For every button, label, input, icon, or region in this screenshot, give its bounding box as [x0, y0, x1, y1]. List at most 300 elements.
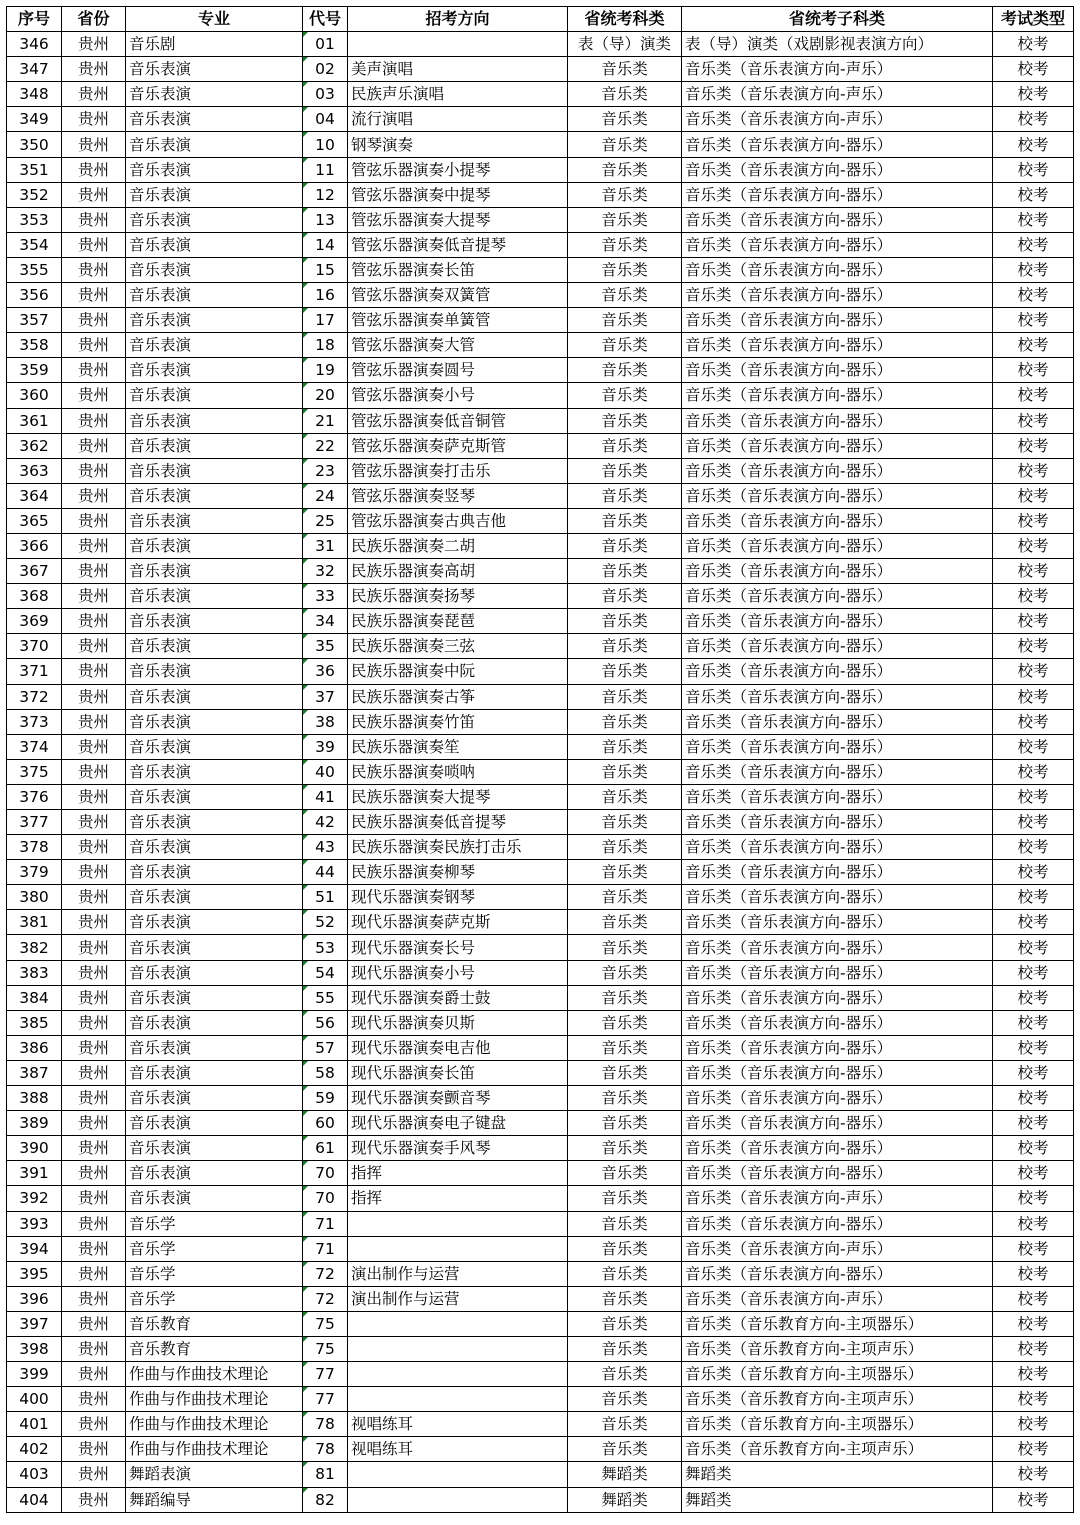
exam-category-cell: 音乐类: [568, 1311, 682, 1336]
province-cell: 贵州: [62, 985, 126, 1010]
exam-subcategory-cell: 音乐类（音乐表演方向-器乐）: [682, 784, 993, 809]
direction-cell: 管弦乐器演奏长笛: [348, 257, 568, 282]
direction-cell: 管弦乐器演奏古典吉他: [348, 508, 568, 533]
exam-subcategory-cell: 音乐类（音乐表演方向-器乐）: [682, 1261, 993, 1286]
exam-category-cell: 音乐类: [568, 358, 682, 383]
table-row: [7, 1086, 1074, 1111]
seq-cell: 391: [7, 1161, 62, 1186]
direction-cell: 管弦乐器演奏打击乐: [348, 458, 568, 483]
province-cell: 贵州: [62, 1462, 126, 1487]
seq-cell: 369: [7, 609, 62, 634]
code-cell: 38: [303, 709, 348, 734]
code-cell: 70: [303, 1186, 348, 1211]
code-cell: 19: [303, 358, 348, 383]
code-cell: 33: [303, 584, 348, 609]
table-row: [7, 759, 1074, 784]
major-cell: 音乐表演: [126, 910, 303, 935]
table-row: [7, 1111, 1074, 1136]
exam-type-cell: 校考: [993, 1311, 1074, 1336]
direction-cell: 指挥: [348, 1161, 568, 1186]
exam-subcategory-cell: 音乐类（音乐教育方向-主项器乐）: [682, 1311, 993, 1336]
exam-category-cell: 音乐类: [568, 257, 682, 282]
major-cell: 音乐表演: [126, 1035, 303, 1060]
exam-type-cell: 校考: [993, 57, 1074, 82]
province-cell: 贵州: [62, 283, 126, 308]
seq-cell: 394: [7, 1236, 62, 1261]
table-row: [7, 1336, 1074, 1361]
major-cell: 音乐表演: [126, 257, 303, 282]
seq-cell: 351: [7, 157, 62, 182]
seq-cell: 403: [7, 1462, 62, 1487]
code-cell: 55: [303, 985, 348, 1010]
exam-subcategory-cell: 音乐类（音乐表演方向-器乐）: [682, 408, 993, 433]
exam-category-cell: 舞蹈类: [568, 1487, 682, 1512]
direction-cell: [348, 1336, 568, 1361]
exam-category-cell: 音乐类: [568, 584, 682, 609]
major-cell: 音乐表演: [126, 107, 303, 132]
direction-cell: 现代乐器演奏颤音琴: [348, 1086, 568, 1111]
exam-category-cell: 音乐类: [568, 1387, 682, 1412]
exam-type-cell: 校考: [993, 759, 1074, 784]
exam-subcategory-cell: 音乐类（音乐表演方向-声乐）: [682, 1186, 993, 1211]
major-cell: 作曲与作曲技术理论: [126, 1362, 303, 1387]
direction-cell: 民族乐器演奏低音提琴: [348, 810, 568, 835]
exam-type-cell: 校考: [993, 684, 1074, 709]
exam-type-cell: 校考: [993, 1487, 1074, 1512]
code-cell: 02: [303, 57, 348, 82]
seq-cell: 360: [7, 383, 62, 408]
exam-category-cell: 音乐类: [568, 132, 682, 157]
code-cell: 22: [303, 433, 348, 458]
major-cell: 音乐表演: [126, 232, 303, 257]
exam-category-cell: 音乐类: [568, 960, 682, 985]
exam-subcategory-cell: 舞蹈类: [682, 1487, 993, 1512]
province-cell: 贵州: [62, 559, 126, 584]
major-cell: 音乐表演: [126, 333, 303, 358]
seq-cell: 400: [7, 1387, 62, 1412]
code-cell: 31: [303, 533, 348, 558]
code-cell: 01: [303, 32, 348, 57]
major-cell: 音乐表演: [126, 860, 303, 885]
seq-cell: 374: [7, 734, 62, 759]
exam-subcategory-cell: 音乐类（音乐表演方向-器乐）: [682, 860, 993, 885]
table-row: [7, 1412, 1074, 1437]
exam-category-cell: 音乐类: [568, 1136, 682, 1161]
exam-category-cell: 音乐类: [568, 910, 682, 935]
province-cell: 贵州: [62, 1437, 126, 1462]
major-cell: 音乐表演: [126, 82, 303, 107]
province-cell: 贵州: [62, 257, 126, 282]
exam-category-cell: 音乐类: [568, 533, 682, 558]
exam-type-cell: 校考: [993, 1035, 1074, 1060]
seq-cell: 356: [7, 283, 62, 308]
header-code: 代号: [303, 7, 348, 32]
exam-subcategory-cell: 音乐类（音乐表演方向-器乐）: [682, 483, 993, 508]
direction-cell: 现代乐器演奏萨克斯: [348, 910, 568, 935]
major-cell: 音乐表演: [126, 709, 303, 734]
direction-cell: 民族乐器演奏扬琴: [348, 584, 568, 609]
major-cell: 音乐表演: [126, 659, 303, 684]
table-row: [7, 283, 1074, 308]
table-row: [7, 1010, 1074, 1035]
exam-category-cell: 音乐类: [568, 935, 682, 960]
exam-category-cell: 音乐类: [568, 860, 682, 885]
direction-cell: [348, 1462, 568, 1487]
province-cell: 贵州: [62, 182, 126, 207]
table-row: [7, 584, 1074, 609]
table-row: [7, 659, 1074, 684]
direction-cell: 演出制作与运营: [348, 1286, 568, 1311]
code-cell: 51: [303, 885, 348, 910]
exam-category-cell: 音乐类: [568, 684, 682, 709]
code-cell: 17: [303, 308, 348, 333]
seq-cell: 384: [7, 985, 62, 1010]
exam-subcategory-cell: 音乐类（音乐表演方向-器乐）: [682, 935, 993, 960]
code-cell: 11: [303, 157, 348, 182]
major-cell: 音乐表演: [126, 1111, 303, 1136]
table-row: [7, 57, 1074, 82]
province-cell: 贵州: [62, 107, 126, 132]
code-cell: 34: [303, 609, 348, 634]
code-cell: 75: [303, 1336, 348, 1361]
exam-category-cell: 音乐类: [568, 333, 682, 358]
code-cell: 78: [303, 1437, 348, 1462]
province-cell: 贵州: [62, 1236, 126, 1261]
table-row: [7, 1035, 1074, 1060]
code-cell: 39: [303, 734, 348, 759]
major-cell: 音乐表演: [126, 559, 303, 584]
province-cell: 贵州: [62, 684, 126, 709]
direction-cell: 现代乐器演奏爵士鼓: [348, 985, 568, 1010]
major-cell: 音乐表演: [126, 609, 303, 634]
code-cell: 32: [303, 559, 348, 584]
major-cell: 音乐表演: [126, 960, 303, 985]
major-cell: 音乐表演: [126, 358, 303, 383]
exam-subcategory-cell: 音乐类（音乐表演方向-器乐）: [682, 1111, 993, 1136]
major-cell: 音乐表演: [126, 734, 303, 759]
exam-type-cell: 校考: [993, 383, 1074, 408]
exam-subcategory-cell: 音乐类（音乐表演方向-器乐）: [682, 1010, 993, 1035]
exam-type-cell: 校考: [993, 1236, 1074, 1261]
exam-subcategory-cell: 音乐类（音乐表演方向-器乐）: [682, 383, 993, 408]
seq-cell: 349: [7, 107, 62, 132]
province-cell: 贵州: [62, 584, 126, 609]
exam-category-cell: 音乐类: [568, 1111, 682, 1136]
table-row: [7, 1387, 1074, 1412]
code-cell: 24: [303, 483, 348, 508]
table-row: [7, 182, 1074, 207]
exam-type-cell: 校考: [993, 358, 1074, 383]
province-cell: 贵州: [62, 1311, 126, 1336]
exam-subcategory-cell: 音乐类（音乐表演方向-声乐）: [682, 1286, 993, 1311]
exam-type-cell: 校考: [993, 559, 1074, 584]
exam-subcategory-cell: 音乐类（音乐教育方向-主项声乐）: [682, 1336, 993, 1361]
code-cell: 36: [303, 659, 348, 684]
province-cell: 贵州: [62, 1086, 126, 1111]
code-cell: 40: [303, 759, 348, 784]
exam-subcategory-cell: 音乐类（音乐表演方向-器乐）: [682, 333, 993, 358]
major-cell: 音乐表演: [126, 985, 303, 1010]
table-row: [7, 1236, 1074, 1261]
major-cell: 音乐表演: [126, 308, 303, 333]
exam-type-cell: 校考: [993, 1336, 1074, 1361]
exam-category-cell: 音乐类: [568, 835, 682, 860]
table-row: [7, 609, 1074, 634]
seq-cell: 347: [7, 57, 62, 82]
exam-type-cell: 校考: [993, 232, 1074, 257]
seq-cell: 387: [7, 1060, 62, 1085]
header-exam-category: 省统考科类: [568, 7, 682, 32]
seq-cell: 355: [7, 257, 62, 282]
exam-subcategory-cell: 音乐类（音乐表演方向-声乐）: [682, 57, 993, 82]
province-cell: 贵州: [62, 508, 126, 533]
direction-cell: 现代乐器演奏长号: [348, 935, 568, 960]
direction-cell: 管弦乐器演奏圆号: [348, 358, 568, 383]
exam-subcategory-cell: 音乐类（音乐表演方向-器乐）: [682, 885, 993, 910]
province-cell: 贵州: [62, 634, 126, 659]
exam-subcategory-cell: 音乐类（音乐表演方向-器乐）: [682, 1211, 993, 1236]
province-cell: 贵州: [62, 1362, 126, 1387]
exam-category-cell: 音乐类: [568, 408, 682, 433]
major-cell: 音乐表演: [126, 810, 303, 835]
table-row: [7, 132, 1074, 157]
direction-cell: [348, 1387, 568, 1412]
direction-cell: 民族乐器演奏古筝: [348, 684, 568, 709]
exam-type-cell: 校考: [993, 835, 1074, 860]
province-cell: 贵州: [62, 1387, 126, 1412]
seq-cell: 386: [7, 1035, 62, 1060]
major-cell: 音乐表演: [126, 508, 303, 533]
province-cell: 贵州: [62, 383, 126, 408]
direction-cell: 管弦乐器演奏双簧管: [348, 283, 568, 308]
exam-type-cell: 校考: [993, 283, 1074, 308]
table-row: [7, 1362, 1074, 1387]
province-cell: 贵州: [62, 709, 126, 734]
direction-cell: 管弦乐器演奏小提琴: [348, 157, 568, 182]
direction-cell: [348, 1487, 568, 1512]
table-row: [7, 860, 1074, 885]
major-cell: 音乐表演: [126, 935, 303, 960]
table-row: [7, 885, 1074, 910]
exam-type-cell: 校考: [993, 1161, 1074, 1186]
seq-cell: 359: [7, 358, 62, 383]
exam-type-cell: 校考: [993, 1261, 1074, 1286]
direction-cell: [348, 1236, 568, 1261]
province-cell: 贵州: [62, 1060, 126, 1085]
direction-cell: 流行演唱: [348, 107, 568, 132]
code-cell: 77: [303, 1387, 348, 1412]
major-cell: 音乐表演: [126, 408, 303, 433]
code-cell: 81: [303, 1462, 348, 1487]
exam-category-cell: 音乐类: [568, 1286, 682, 1311]
direction-cell: [348, 1311, 568, 1336]
major-cell: 音乐表演: [126, 283, 303, 308]
seq-cell: 399: [7, 1362, 62, 1387]
exam-subcategory-cell: 音乐类（音乐表演方向-器乐）: [682, 709, 993, 734]
code-cell: 56: [303, 1010, 348, 1035]
province-cell: 贵州: [62, 533, 126, 558]
seq-cell: 396: [7, 1286, 62, 1311]
table-row: [7, 32, 1074, 57]
direction-cell: 民族声乐演唱: [348, 82, 568, 107]
exam-subcategory-cell: 音乐类（音乐教育方向-主项声乐）: [682, 1387, 993, 1412]
table-row: [7, 1311, 1074, 1336]
major-cell: 音乐表演: [126, 533, 303, 558]
table-row: [7, 333, 1074, 358]
major-cell: 音乐表演: [126, 1010, 303, 1035]
code-cell: 14: [303, 232, 348, 257]
exam-subcategory-cell: 音乐类（音乐表演方向-器乐）: [682, 1035, 993, 1060]
seq-cell: 364: [7, 483, 62, 508]
exam-type-cell: 校考: [993, 960, 1074, 985]
province-cell: 贵州: [62, 759, 126, 784]
exam-type-cell: 校考: [993, 1362, 1074, 1387]
exam-subcategory-cell: 音乐类（音乐表演方向-器乐）: [682, 559, 993, 584]
seq-cell: 378: [7, 835, 62, 860]
exam-category-cell: 音乐类: [568, 383, 682, 408]
major-cell: 音乐表演: [126, 835, 303, 860]
table-row: [7, 1211, 1074, 1236]
exam-category-cell: 音乐类: [568, 559, 682, 584]
exam-category-cell: 音乐类: [568, 1362, 682, 1387]
code-cell: 54: [303, 960, 348, 985]
major-cell: 音乐表演: [126, 57, 303, 82]
exam-category-cell: 音乐类: [568, 458, 682, 483]
exam-type-cell: 校考: [993, 1211, 1074, 1236]
exam-category-cell: 音乐类: [568, 1437, 682, 1462]
header-direction: 招考方向: [348, 7, 568, 32]
table-row: [7, 910, 1074, 935]
exam-category-cell: 音乐类: [568, 1060, 682, 1085]
seq-cell: 365: [7, 508, 62, 533]
exam-type-cell: 校考: [993, 182, 1074, 207]
table-row: [7, 308, 1074, 333]
direction-cell: 钢琴演奏: [348, 132, 568, 157]
exam-subcategory-cell: 音乐类（音乐表演方向-器乐）: [682, 182, 993, 207]
province-cell: 贵州: [62, 1487, 126, 1512]
exam-subcategory-cell: 音乐类（音乐表演方向-器乐）: [682, 207, 993, 232]
exam-type-cell: 校考: [993, 207, 1074, 232]
province-cell: 贵州: [62, 132, 126, 157]
exam-subcategory-cell: 音乐类（音乐表演方向-器乐）: [682, 508, 993, 533]
province-cell: 贵州: [62, 32, 126, 57]
direction-cell: 管弦乐器演奏中提琴: [348, 182, 568, 207]
table-row: [7, 533, 1074, 558]
exam-subcategory-cell: 表（导）演类（戏剧影视表演方向）: [682, 32, 993, 57]
province-cell: 贵州: [62, 1111, 126, 1136]
exam-type-cell: 校考: [993, 333, 1074, 358]
header-exam-type: 考试类型: [993, 7, 1074, 32]
seq-cell: 379: [7, 860, 62, 885]
table-row: [7, 232, 1074, 257]
province-cell: 贵州: [62, 935, 126, 960]
exam-category-cell: 音乐类: [568, 57, 682, 82]
seq-cell: 362: [7, 433, 62, 458]
direction-cell: 管弦乐器演奏低音铜管: [348, 408, 568, 433]
code-cell: 23: [303, 458, 348, 483]
exam-type-cell: 校考: [993, 408, 1074, 433]
exam-type-cell: 校考: [993, 784, 1074, 809]
seq-cell: 390: [7, 1136, 62, 1161]
code-cell: 71: [303, 1236, 348, 1261]
table-row: [7, 1462, 1074, 1487]
exam-type-cell: 校考: [993, 1010, 1074, 1035]
code-cell: 15: [303, 257, 348, 282]
code-cell: 04: [303, 107, 348, 132]
direction-cell: 视唱练耳: [348, 1412, 568, 1437]
province-cell: 贵州: [62, 910, 126, 935]
province-cell: 贵州: [62, 483, 126, 508]
exam-type-cell: 校考: [993, 132, 1074, 157]
table-row: [7, 433, 1074, 458]
direction-cell: 民族乐器演奏唢呐: [348, 759, 568, 784]
table-row: [7, 684, 1074, 709]
exam-type-cell: 校考: [993, 659, 1074, 684]
seq-cell: 367: [7, 559, 62, 584]
province-cell: 贵州: [62, 408, 126, 433]
code-cell: 70: [303, 1161, 348, 1186]
exam-type-cell: 校考: [993, 1136, 1074, 1161]
code-cell: 43: [303, 835, 348, 860]
header-major: 专业: [126, 7, 303, 32]
direction-cell: 民族乐器演奏大提琴: [348, 784, 568, 809]
exam-subcategory-cell: 音乐类（音乐表演方向-器乐）: [682, 960, 993, 985]
table-row: [7, 1136, 1074, 1161]
seq-cell: 350: [7, 132, 62, 157]
exam-subcategory-cell: 音乐类（音乐表演方向-器乐）: [682, 308, 993, 333]
major-cell: 音乐教育: [126, 1336, 303, 1361]
code-cell: 60: [303, 1111, 348, 1136]
exam-subcategory-cell: 音乐类（音乐表演方向-器乐）: [682, 433, 993, 458]
table-row: [7, 835, 1074, 860]
major-cell: 音乐表演: [126, 182, 303, 207]
exam-subcategory-cell: 音乐类（音乐表演方向-声乐）: [682, 1236, 993, 1261]
exam-category-cell: 音乐类: [568, 483, 682, 508]
direction-cell: 民族乐器演奏高胡: [348, 559, 568, 584]
province-cell: 贵州: [62, 734, 126, 759]
exam-category-cell: 音乐类: [568, 308, 682, 333]
exam-category-cell: 音乐类: [568, 784, 682, 809]
table-row: [7, 784, 1074, 809]
header-exam-subcategory: 省统考子科类: [682, 7, 993, 32]
seq-cell: 346: [7, 32, 62, 57]
direction-cell: [348, 1362, 568, 1387]
seq-cell: 368: [7, 584, 62, 609]
major-cell: 舞蹈编导: [126, 1487, 303, 1512]
exam-subcategory-cell: 音乐类（音乐表演方向-声乐）: [682, 107, 993, 132]
exam-type-cell: 校考: [993, 82, 1074, 107]
major-cell: 音乐表演: [126, 1060, 303, 1085]
province-cell: 贵州: [62, 1136, 126, 1161]
province-cell: 贵州: [62, 1186, 126, 1211]
exam-type-cell: 校考: [993, 1286, 1074, 1311]
major-cell: 音乐表演: [126, 383, 303, 408]
seq-cell: 371: [7, 659, 62, 684]
table-row: [7, 1261, 1074, 1286]
table-row: [7, 1286, 1074, 1311]
exam-type-cell: 校考: [993, 1437, 1074, 1462]
code-cell: 18: [303, 333, 348, 358]
exam-type-cell: 校考: [993, 32, 1074, 57]
table-row: [7, 408, 1074, 433]
province-cell: 贵州: [62, 1412, 126, 1437]
seq-cell: 393: [7, 1211, 62, 1236]
exam-category-cell: 舞蹈类: [568, 1462, 682, 1487]
exam-subcategory-cell: 音乐类（音乐表演方向-器乐）: [682, 283, 993, 308]
table-row: [7, 358, 1074, 383]
major-cell: 音乐表演: [126, 1161, 303, 1186]
exam-category-cell: 音乐类: [568, 283, 682, 308]
